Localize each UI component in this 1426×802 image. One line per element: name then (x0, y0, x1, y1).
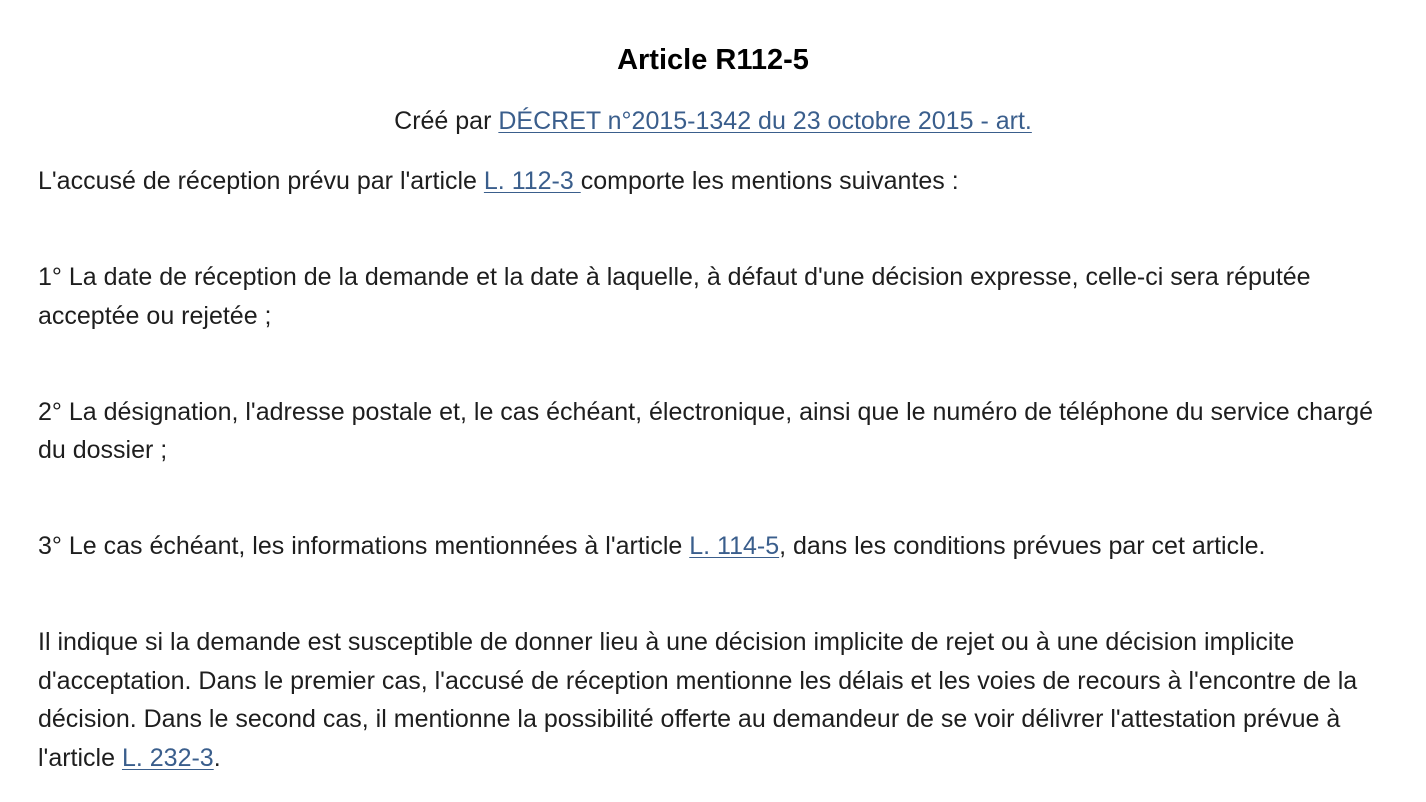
closing-paragraph (38, 623, 1388, 777)
intro-paragraph (38, 162, 1388, 201)
paragraph-spacer (38, 470, 1388, 528)
item-3-text-after: , dans les conditions prévues par cet article. (779, 532, 1266, 560)
article-link-l112-3[interactable]: L. 112-3 (483, 167, 581, 195)
article-link-l114-5[interactable]: L. 114-5 (689, 532, 780, 560)
creation-line (38, 104, 1388, 138)
closing-text-before: Il indique si la demande est susceptible de donner lieu à une décision implicite de rejet ou à une décision implicite d'acceptation. Dans le premier cas, l'accusé de réception mentionne les délais et les voies de recours à l'encontre de la décision. Dans le second cas, il mentionne la possibilité offerte au demandeur de se voir délivrer l'attestation prévue à l'article (38, 628, 1358, 772)
decree-link[interactable]: DÉCRET n°2015-1342 du 23 octobre 2015 - art. (498, 107, 1032, 135)
item-3-paragraph (38, 527, 1388, 566)
paragraph-spacer (38, 566, 1388, 624)
article-body (38, 162, 1388, 777)
item-1-paragraph: 1° La date de réception de la demande et la date à laquelle, à défaut d'une décision expresse, celle-ci sera réputée acceptée ou rejetée ; (38, 263, 1311, 330)
created-prefix: Créé par (394, 107, 499, 135)
intro-text-before: L'accusé de réception prévu par l'article (38, 167, 484, 195)
article-link-l232-3[interactable]: L. 232-3 (121, 743, 214, 772)
paragraph-spacer (38, 201, 1388, 259)
closing-text-after: . (213, 743, 221, 772)
item-3-text-before: 3° Le cas échéant, les informations mentionnées à l'article (38, 532, 690, 560)
intro-text-after: comporte les mentions suivantes : (580, 167, 959, 195)
article-title: Article R112-5 (617, 44, 809, 76)
paragraph-spacer (38, 335, 1388, 393)
item-2-paragraph: 2° La désignation, l'adresse postale et, le cas échéant, électronique, ainsi que le numéro de téléphone du service chargé du dossier ; (38, 397, 1374, 464)
